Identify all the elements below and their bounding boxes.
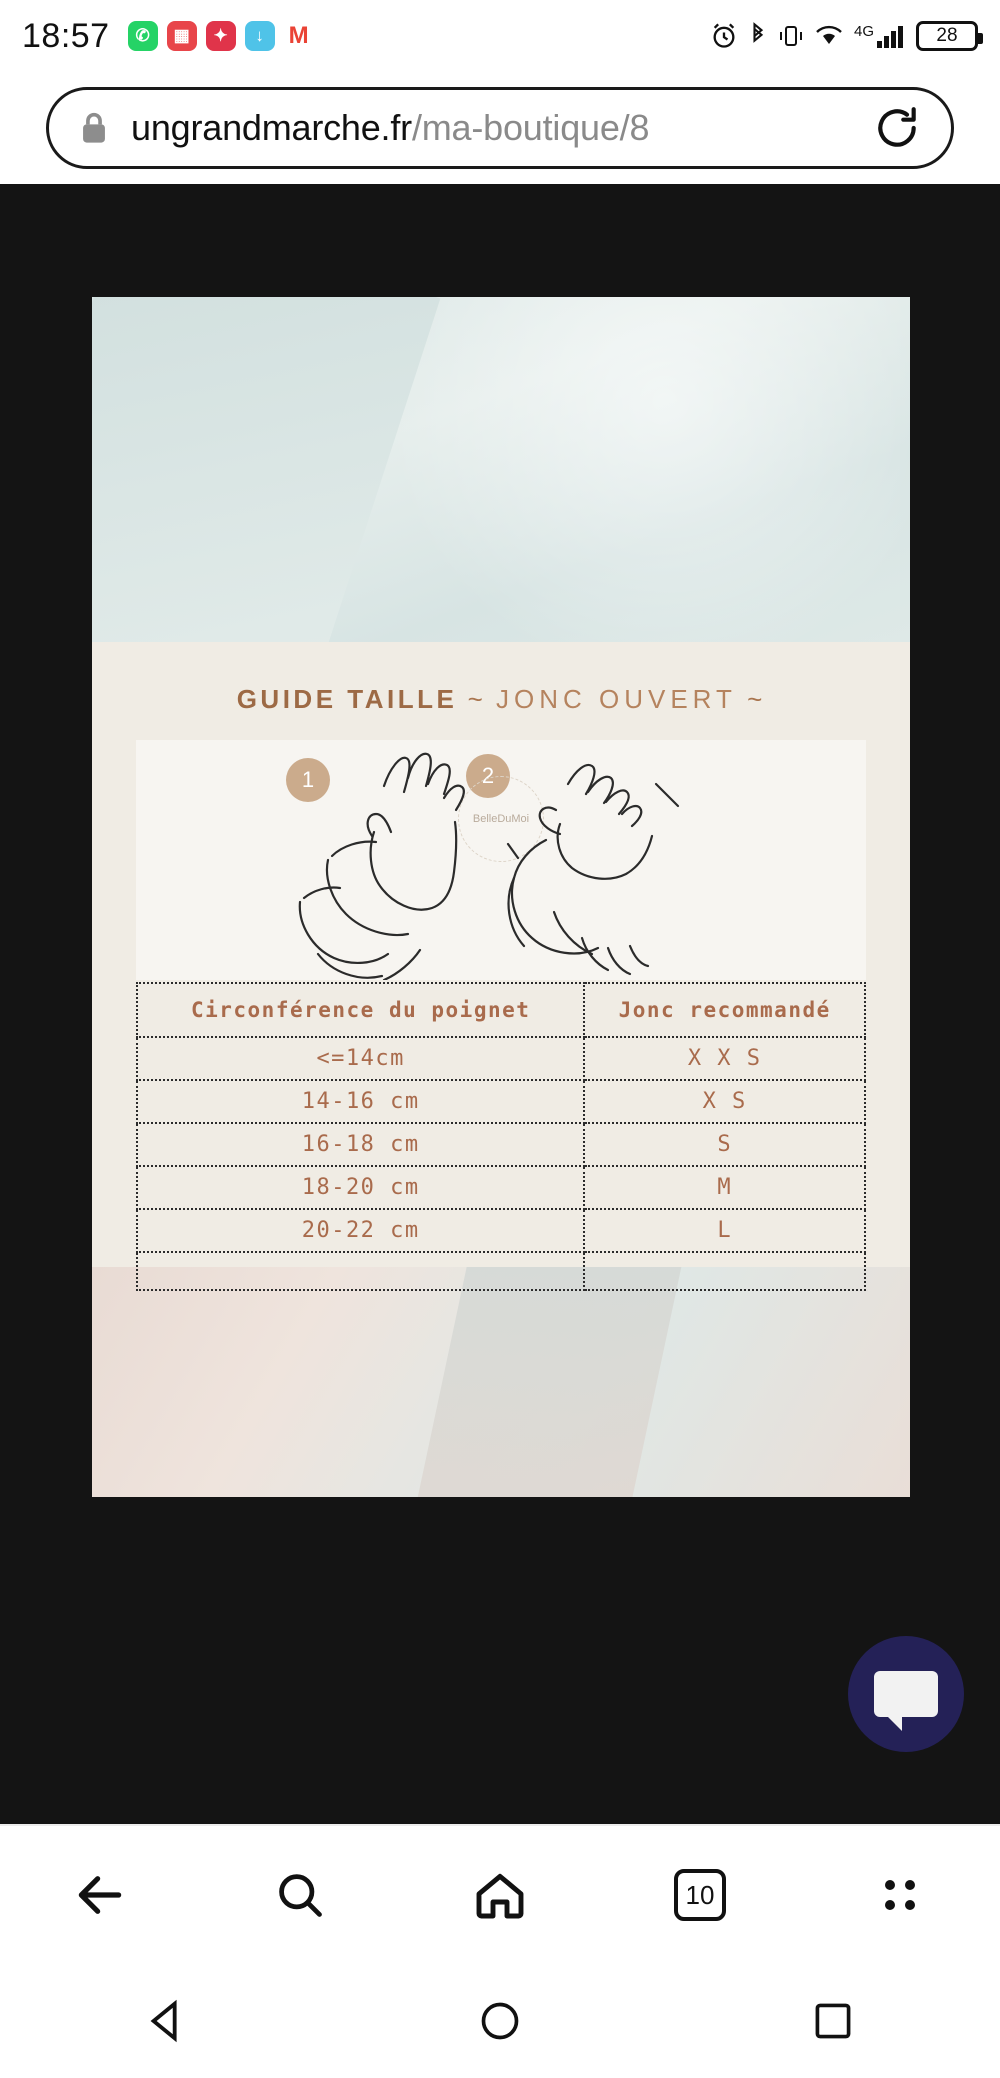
size-guide-title: [92, 642, 910, 715]
table-row: [137, 1166, 865, 1209]
size-cell-circumference: 16-18 cm: [137, 1123, 584, 1166]
url-bar-container: [0, 72, 1000, 184]
web-page-viewport[interactable]: [0, 184, 1000, 1824]
alarm-icon: [710, 22, 738, 50]
size-table-header-circumference: Circonférence du poignet: [137, 983, 584, 1037]
product-image-card[interactable]: [92, 297, 910, 1497]
android-nav-bar: [0, 1964, 1000, 2078]
download-icon: ↓: [245, 21, 275, 51]
back-button[interactable]: [45, 1850, 155, 1940]
chat-bubble-shape: [874, 1671, 938, 1717]
browser-toolbar: [0, 1824, 1000, 1964]
table-row: [137, 1209, 865, 1252]
product-photo-top: [92, 297, 910, 642]
size-cell-circumference: 18-20 cm: [137, 1166, 584, 1209]
chat-bubble-icon[interactable]: [848, 1636, 964, 1752]
gmail-icon: M: [284, 21, 314, 51]
size-cell-circumference: 14-16 cm: [137, 1080, 584, 1123]
size-cell-recommended: [584, 1252, 865, 1290]
size-cell-recommended: L: [584, 1209, 865, 1252]
url-domain: ungrandmarche.fr: [131, 107, 412, 148]
nav-recents-button[interactable]: [773, 1981, 893, 2061]
nav-back-button[interactable]: [107, 1981, 227, 2061]
size-guide-panel: [92, 642, 910, 1267]
lock-icon: [77, 111, 111, 145]
size-cell-circumference: 20-22 cm: [137, 1209, 584, 1252]
table-row: [137, 1123, 865, 1166]
table-row: [137, 1037, 865, 1080]
mobile-signal-icon: 4G: [854, 23, 906, 49]
url-text[interactable]: [131, 107, 851, 149]
size-guide-title-end: ~: [747, 684, 766, 714]
more-menu-button[interactable]: [845, 1850, 955, 1940]
size-cell-recommended: S: [584, 1123, 865, 1166]
more-menu-icon: [885, 1880, 915, 1910]
wifi-icon: [814, 23, 844, 49]
shopping-app-icon: ▦: [167, 21, 197, 51]
alert-app-icon: ✦: [206, 21, 236, 51]
size-cell-recommended: M: [584, 1166, 865, 1209]
battery-level: 28: [936, 25, 958, 46]
size-guide-title-bold: GUIDE TAILLE: [236, 684, 458, 714]
size-table-header-row: [137, 983, 865, 1037]
size-cell-circumference: <=14cm: [137, 1037, 584, 1080]
vibrate-icon: [778, 23, 804, 49]
status-right-icons: [710, 21, 978, 51]
step-badge-2-label: 2: [481, 763, 495, 788]
size-table: [136, 982, 866, 1291]
hands-line-drawing: [136, 740, 866, 980]
step-badge-1-label: 1: [301, 767, 315, 792]
reload-icon[interactable]: [871, 102, 923, 154]
size-guide-title-light: JONC OUVERT: [495, 684, 737, 714]
tab-count: 10: [674, 1869, 726, 1921]
home-button[interactable]: [445, 1850, 555, 1940]
size-cell-recommended: X S: [584, 1080, 865, 1123]
size-cell-recommended: X X S: [584, 1037, 865, 1080]
brand-watermark: BelleDuMoi: [458, 776, 544, 862]
tabs-button[interactable]: [645, 1850, 755, 1940]
bluetooth-icon: [748, 22, 768, 50]
search-button[interactable]: [245, 1850, 355, 1940]
whatsapp-icon: ✆: [128, 21, 158, 51]
size-guide-title-sep: ~: [467, 684, 486, 714]
size-cell-circumference: [137, 1252, 584, 1290]
status-clock: 18:57: [22, 16, 110, 55]
table-row: [137, 1252, 865, 1290]
url-path: /ma-boutique/8: [411, 107, 650, 148]
status-bar: [0, 0, 1000, 72]
table-row: [137, 1080, 865, 1123]
address-bar[interactable]: [46, 87, 954, 169]
status-left-icons: [128, 21, 314, 51]
nav-home-button[interactable]: [440, 1981, 560, 2061]
hand-measure-illustration: [136, 740, 866, 980]
battery-indicator: [916, 21, 978, 51]
size-table-header-recommended: Jonc recommandé: [584, 983, 865, 1037]
